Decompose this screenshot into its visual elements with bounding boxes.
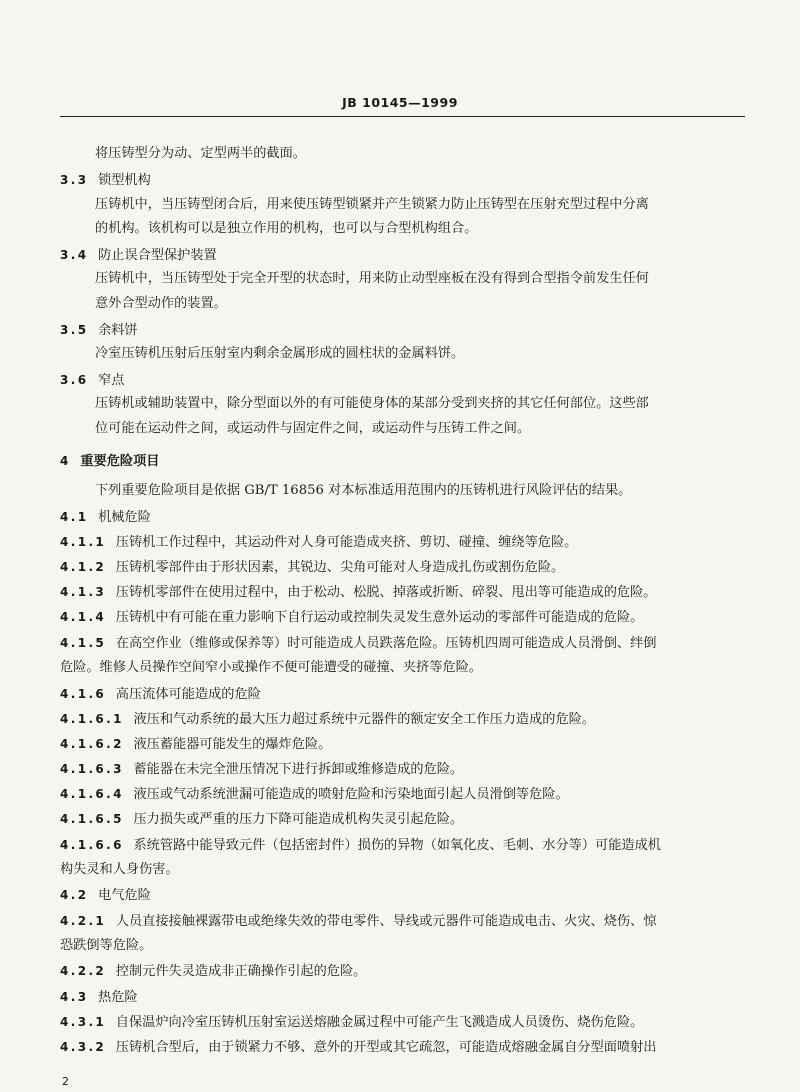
clause-line <box>60 608 643 626</box>
clause-number: 4 . 1 . 3 <box>60 585 104 599</box>
clause-number: 3 . 5 <box>60 323 87 337</box>
text-line <box>95 345 464 363</box>
clause-text: 压铸机合型后，由于锁紧力不够、意外的开型或其它疏忽，可能造成熔融金属自分型面喷射出 <box>115 1040 657 1055</box>
text-line <box>95 420 530 438</box>
clause-text: 电气危险 <box>98 888 151 903</box>
clause-line <box>60 710 595 728</box>
clause-line <box>60 1013 643 1031</box>
clause-line <box>60 962 366 980</box>
page-header: JB 10145—1999 <box>342 95 458 110</box>
text-line <box>60 659 482 677</box>
clause-text: 机械危险 <box>98 510 151 525</box>
clause-number: 4 . 1 . 5 <box>60 636 104 650</box>
clause-number: 4 . 1 . 6 <box>60 687 104 701</box>
header-rule <box>60 116 745 117</box>
clause-line <box>60 246 217 264</box>
clause-text: 锁型机构 <box>98 173 151 188</box>
clause-text: 自保温炉向冷室压铸机压射室运送熔融金属过程中可能产生飞溅造成人员烫伤、烧伤危险。 <box>115 1015 644 1030</box>
text-line <box>95 220 477 238</box>
clause-number: 4 . 1 . 4 <box>60 610 104 624</box>
paragraph-text: 将压铸型分为动、定型两半的截面。 <box>95 146 306 161</box>
clause-line <box>60 634 656 652</box>
paragraph-text: 压铸机或辅助装置中，除分型面以外的有可能使身体的某部分受到夹挤的其它任何部位。这些部 <box>95 396 649 411</box>
clause-line <box>60 452 159 470</box>
clause-number: 4 . 2 . 2 <box>60 964 104 978</box>
text-line <box>95 295 227 313</box>
clause-line <box>60 371 124 389</box>
clause-number: 4 . 1 . 6 . 2 <box>60 737 122 751</box>
clause-number: 3 . 3 <box>60 173 87 187</box>
clause-text: 重要危险项目 <box>80 454 160 469</box>
clause-line <box>60 760 463 778</box>
clause-line <box>60 785 569 803</box>
clause-number: 4 . 3 <box>60 990 87 1004</box>
clause-number: 4 . 1 . 1 <box>60 535 104 549</box>
clause-text: 窄点 <box>98 373 125 388</box>
clause-line <box>60 508 151 526</box>
clause-line <box>60 685 261 703</box>
paragraph-text: 构失灵和人身伤害。 <box>60 862 179 877</box>
paragraph-text: 冷室压铸机压射后压射室内剩余金属形成的圆柱状的金属料饼。 <box>95 346 465 361</box>
clause-line <box>60 810 463 828</box>
text-line <box>95 395 649 413</box>
clause-text: 在高空作业（维修或保养等）时可能造成人员跌落危险。压铸机四周可能造成人员滑倒、绊倒 <box>115 636 657 651</box>
clause-text: 液压蓄能器可能发生的爆炸危险。 <box>133 737 332 752</box>
clause-line <box>60 735 331 753</box>
clause-number: 4 . 1 . 6 . 6 <box>60 838 122 852</box>
clause-text: 蓄能器在未完全泄压情况下进行拆卸或维修造成的危险。 <box>133 762 464 777</box>
clause-number: 4 . 1 . 6 . 3 <box>60 762 122 776</box>
paragraph-text: 下列重要危险项目是依据 GB/T 16856 对本标准适用范围内的压铸机进行风险评估的结果。 <box>95 483 632 498</box>
text-line <box>95 270 649 288</box>
clause-text: 热危险 <box>98 990 138 1005</box>
clause-text: 液压和气动系统的最大压力超过系统中元器件的额定安全工作压力造成的危险。 <box>133 712 596 727</box>
clause-line <box>60 912 656 930</box>
clause-line <box>60 321 138 339</box>
clause-text: 压铸机零部件在使用过程中，由于松动、松脱、掉落或折断、碎裂、甩出等可能造成的危险。 <box>115 585 657 600</box>
clause-text: 防止误合型保护装置 <box>98 248 217 263</box>
clause-line <box>60 533 577 551</box>
clause-text: 高压流体可能造成的危险 <box>115 687 261 702</box>
clause-text: 人员直接接触裸露带电或绝缘失效的带电零件、导线或元器件可能造成电击、火灾、烧伤、惊 <box>115 914 657 929</box>
paragraph-text: 的机构。该机构可以是独立作用的机构，也可以与合型机构组合。 <box>95 221 478 236</box>
paragraph-text: 位可能在运动件之间，或运动件与固定件之间，或运动件与压铸工件之间。 <box>95 421 531 436</box>
text-line <box>95 145 306 163</box>
clause-number: 4 . 2 <box>60 888 87 902</box>
clause-text: 压力损失或严重的压力下降可能造成机构失灵引起危险。 <box>133 812 464 827</box>
clause-number: 4 . 1 <box>60 510 87 524</box>
clause-text: 余料饼 <box>98 323 138 338</box>
clause-number: 3 . 6 <box>60 373 87 387</box>
clause-line <box>60 988 138 1006</box>
clause-line <box>60 836 661 854</box>
text-line <box>60 861 179 879</box>
paragraph-text: 恐跌倒等危险。 <box>60 938 153 953</box>
clause-line <box>60 171 151 189</box>
text-line <box>60 937 152 955</box>
clause-line <box>60 886 151 904</box>
clause-line <box>60 1038 656 1056</box>
clause-number: 4 . 2 . 1 <box>60 914 104 928</box>
clause-number: 4 . 1 . 6 . 5 <box>60 812 122 826</box>
clause-number: 4 . 3 . 2 <box>60 1040 104 1054</box>
clause-text: 系统管路中能导致元件（包括密封件）损伤的异物（如氧化皮、毛刺、水分等）可能造成机 <box>133 838 661 853</box>
clause-line <box>60 558 564 576</box>
clause-number: 4 . 3 . 1 <box>60 1015 104 1029</box>
clause-number: 4 . 1 . 6 . 4 <box>60 787 122 801</box>
paragraph-text: 危险。维修人员操作空间窄小或操作不便可能遭受的碰撞、夹挤等危险。 <box>60 660 482 675</box>
clause-text: 压铸机工作过程中，其运动件对人身可能造成夹挤、剪切、碰撞、缠绕等危险。 <box>115 535 578 550</box>
clause-number: 4 . 1 . 2 <box>60 560 104 574</box>
clause-text: 压铸机中有可能在重力影响下自行运动或控制失灵发生意外运动的零部件可能造成的危险。 <box>115 610 644 625</box>
clause-number: 3 . 4 <box>60 248 87 262</box>
clause-number: 4 <box>60 454 69 468</box>
clause-line <box>60 583 656 601</box>
paragraph-text: 压铸机中，当压铸型闭合后，用来使压铸型锁紧并产生锁紧力防止压铸型在压射充型过程中分离 <box>95 197 649 212</box>
text-line <box>95 482 631 500</box>
clause-number: 4 . 1 . 6 . 1 <box>60 712 122 726</box>
text-line <box>95 196 649 214</box>
clause-text: 压铸机零部件由于形状因素，其锐边、尖角可能对人身造成扎伤或割伤危险。 <box>115 560 565 575</box>
paragraph-text: 压铸机中，当压铸型处于完全开型的状态时，用来防止动型座板在没有得到合型指令前发生任何 <box>95 271 649 286</box>
clause-text: 液压或气动系统泄漏可能造成的喷射危险和污染地面引起人员滑倒等危险。 <box>133 787 569 802</box>
paragraph-text: 意外合型动作的装置。 <box>95 296 227 311</box>
page-number: 2 <box>62 1075 69 1088</box>
clause-text: 控制元件失灵造成非正确操作引起的危险。 <box>115 964 367 979</box>
